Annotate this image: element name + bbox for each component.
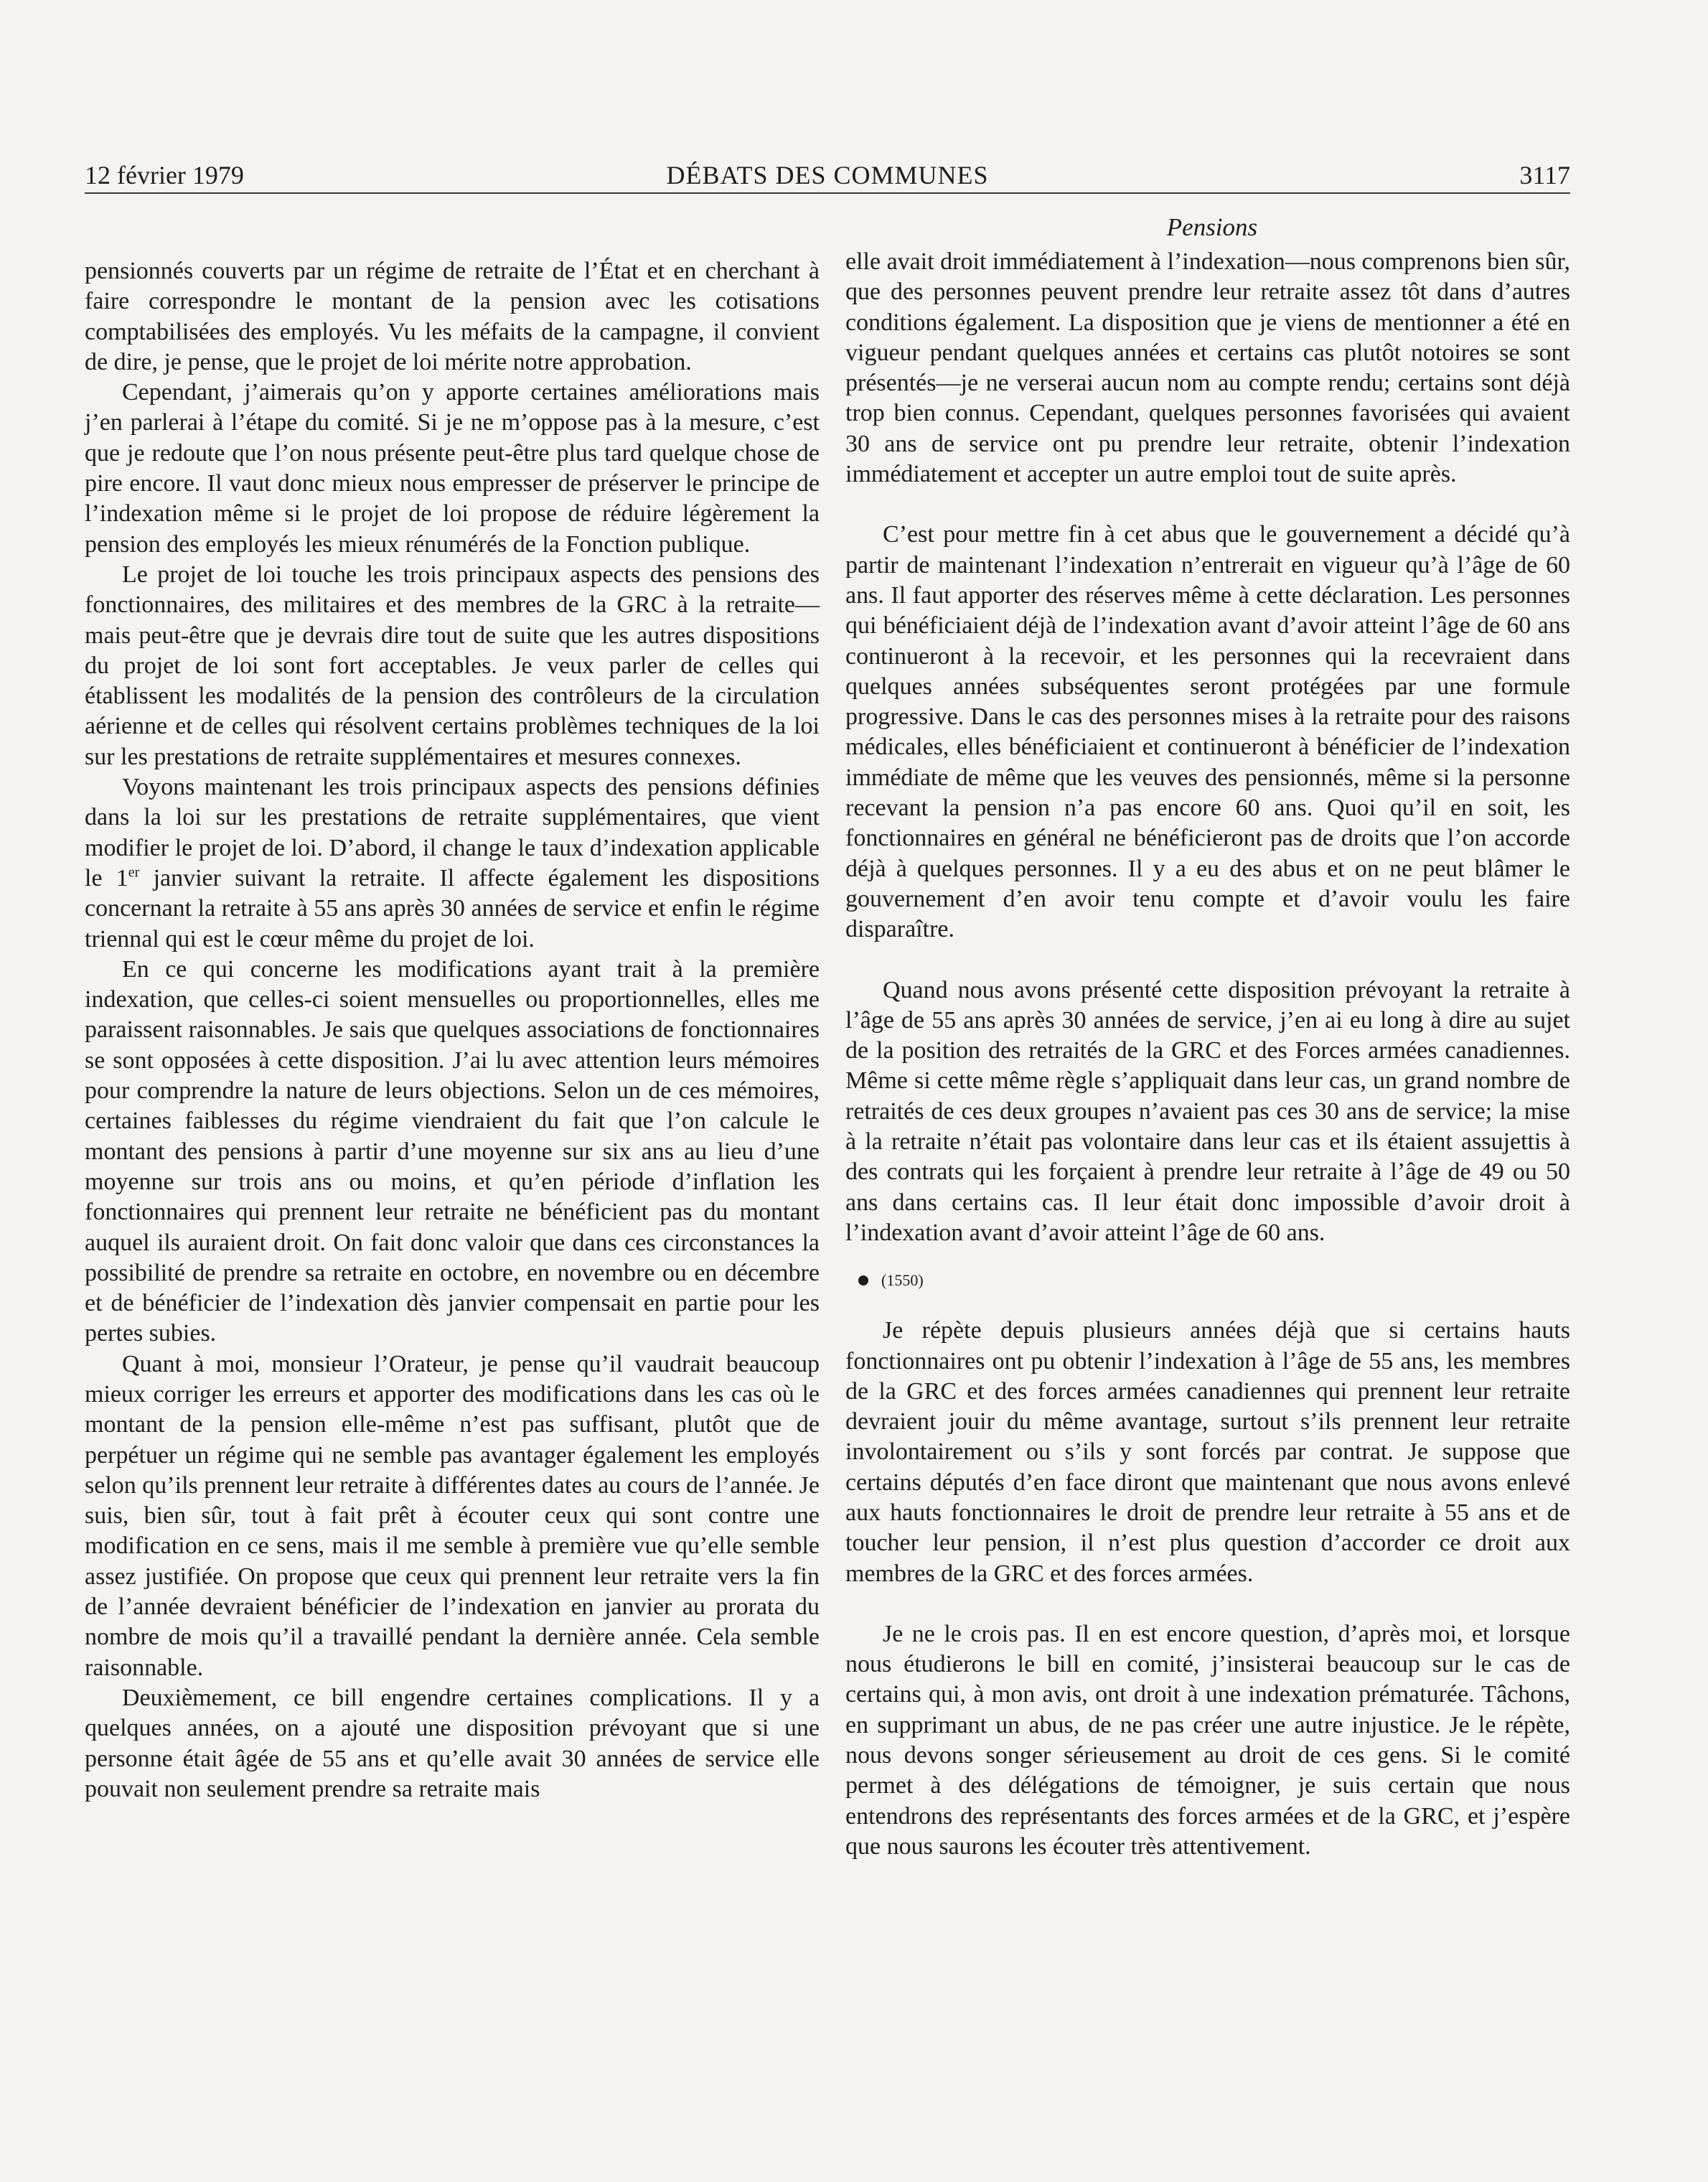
subject-heading: Pensions	[1166, 213, 1258, 241]
paragraph: Cependant, j’aimerais qu’on y apporte certaines améliorations mais j’en parlerai à l’étape du comité. Si je ne m’oppose pas à la mesure, c’est que je redoute que l’on nous présente peut-être plus tard quelque chose de pire encore. Il vaut donc mieux nous empresser de préserver le principe de l’indexation même si le projet de loi propose de réduire légèrement la pension des employés les mieux rénumérés de la Fonction publique.	[85, 379, 820, 558]
superscript: er	[128, 864, 140, 881]
paragraph-text: janvier suivant la retraite. Il affecte également les dispositions concernant la retraite à 55 ans après 30 années de service et enfin le régime triennal qui est le cœur même du projet de loi.	[85, 864, 820, 952]
time-marker-label: (1550)	[881, 1271, 924, 1290]
left-column	[85, 256, 820, 1804]
header-date: 12 février 1979	[85, 161, 244, 189]
paragraph: Le projet de loi touche les trois principaux aspects des pensions des fonctionnaires, des militaires et des membres de la GRC à la retraite—mais peut-être que je devrais dire tout de suite que les autres dispositions du projet de loi sont fort acceptables. Je veux parler de celles qui établissent les modalités de la pension des contrôleurs de la circulation aérienne et de celles qui résolvent certains problèmes techniques de la loi sur les prestations de retraite supplémentaires et mesures connexes.	[85, 561, 820, 770]
paragraph: Je répète depuis plusieurs années déjà que si certains hauts fonctionnaires ont pu obtenir l’indexation à l’âge de 55 ans, les membres de la GRC et des forces armées canadiennes qui prennent leur retraite devraient jouir du même avantage, surtout s’ils prennent leur retraite involontairement ou s’ils y sont forcés par contrat. Je suppose que certains députés d’en face diront que maintenant que nous avons enlevé aux hauts fonctionnaires le droit de prendre leur retraite à 55 ans et de toucher leur pension, il n’est plus question d’accorder ce droit aux membres de la GRC et des forces armées.	[845, 1317, 1570, 1587]
paragraph: pensionnés couverts par un régime de retraite de l’État et en cherchant à faire correspondre le montant de la pension avec les cotisations comptabilisées des employés. Vu les méfaits de la campagne, il convient de dire, je pense, que le projet de loi mérite notre approbation.	[85, 258, 820, 375]
paragraph: Quand nous avons présenté cette disposition prévoyant la retraite à l’âge de 55 ans après 30 années de service, j’en ai eu long à dire au sujet de la position des retraités de la GRC et des Forces armées canadiennes. Même si cette même règle s’appliquait dans leur cas, un grand nombre de retraités de ces deux groupes n’avaient pas ces 30 ans de service; la mise à la retraite n’était pas volontaire dans leur cas et ils étaient assujettis à des contrats qui les forçaient à prendre leur retraite à l’âge de 49 ou 50 ans dans certains cas. Il leur était donc impossible d’avoir droit à l’indexation avant d’avoir atteint l’âge de 60 ans.	[845, 976, 1570, 1246]
header-publication-title: DÉBATS DES COMMUNES	[666, 161, 989, 189]
header-page-number: 3117	[1519, 161, 1570, 189]
paragraph: Quant à moi, monsieur l’Orateur, je pense qu’il vaudrait beaucoup mieux corriger les erreurs et apporter des modifications dans les cas où le montant de la pension elle-même n’est pas suffisant, plutôt que de perpétuer un régime qui ne semble pas avantager également les employés selon qu’ils prennent leur retraite à différentes dates au cours de l’année. Je suis, bien sûr, tout à fait prêt à écouter ceux qui sont contre une modification en ce sens, mais il me semble à première vue qu’elle semble assez justifiée. On propose que ceux qui prennent leur retraite vers la fin de l’année devraient bénéficier de l’indexation en janvier au prorata du nombre de mois qu’il a travaillé pendant la dernière année. Cela semble raisonnable.	[85, 1350, 820, 1681]
paragraph: Deuxièmement, ce bill engendre certaines complications. Il y a quelques années, on a ajouté une disposition prévoyant que si une personne était âgée de 55 ans et qu’elle avait 30 années de service elle pouvait non seulement prendre sa retraite mais	[85, 1684, 820, 1802]
paragraph: En ce qui concerne les modifications ayant trait à la première indexation, que celles-ci soient mensuelles ou proportionnelles, elles me paraissent raisonnables. Je sais que quelques associations de fonctionnaires se sont opposées à cette disposition. J’ai lu avec attention leurs mémoires pour comprendre la nature de leurs objections. Selon un de ces mémoires, certaines faiblesses du régime viendraient du fait que l’on calcule le montant des pensions à partir d’une moyenne sur six ans au lieu d’une moyenne sur trois ans ou moins, et qu’en période d’inflation les fonctionnaires qui prennent leur retraite ne bénéficient pas du montant auquel ils auraient droit. On fait donc valoir que dans ces circonstances la possibilité de prendre sa retraite en octobre, en novembre ou en décembre et de bénéficier de l’indexation dès janvier compensait en partie pour les pertes subies.	[85, 955, 820, 1347]
paragraph	[85, 772, 820, 955]
page-header	[85, 159, 1570, 194]
bullet-dot-icon	[858, 1275, 868, 1286]
paragraph: elle avait droit immédiatement à l’indexation—nous comprenons bien sûr, que des personnes peuvent prendre leur retraite assez tôt dans d’autres conditions également. La disposition que je viens de mentionner a été en vigueur pendant quelques années et certains cas plutôt notoires se sont présentés—je ne verserai aucun nom au compte rendu; certains sont déjà trop bien connus. Cependant, quelques personnes favorisées qui avaient 30 ans de service ont pu prendre leur retraite, obtenir l’indexation immédiatement et accepter un autre emploi tout de suite après.	[845, 248, 1570, 488]
right-column	[845, 247, 1570, 1862]
time-marker	[858, 1270, 1570, 1291]
paragraph: C’est pour mettre fin à cet abus que le gouvernement a décidé qu’à partir de maintenant l’indexation n’entrerait en vigueur qu’à l’âge de 60 ans. Il faut apporter des réserves même à cette déclaration. Les personnes qui bénéficiaient déjà de l’indexation avant d’avoir atteint l’âge de 60 ans continueront à la recevoir, et les personnes qui la recevraient dans quelques années subséquentes seront protégées par une formule progressive. Dans le cas des personnes mises à la retraite pour des raisons médicales, elles bénéficiaient et continueront à bénéficier de l’indexation immédiate de même que les veuves des pensionnés, même si la personne recevant la pension n’a pas encore 60 ans. Quoi qu’il en soit, les fonctionnaires en général ne bénéficieront pas de droits que l’on accorde déjà à quelques personnes. Il y a eu des abus et on ne peut blâmer le gouvernement d’en avoir tenu compte et d’avoir voulu les faire disparaître.	[845, 521, 1570, 943]
paragraph-text: Voyons maintenant les trois principaux aspects des pensions définies dans la loi sur les prestations de retraite supplémentaires, que vient modifier le projet de loi. D’abord, il change le taux d’indexation applicable le 1	[85, 774, 820, 891]
paragraph: Je ne le crois pas. Il en est encore question, d’après moi, et lorsque nous étudierons le bill en comité, j’insisterai beaucoup sur le cas de certains qui, à mon avis, ont droit à une indexation prématurée. Tâchons, en supprimant un abus, de ne pas créer une autre injustice. Je le répète, nous devons songer sérieusement au droit de ces gens. Si le comité permet à des délégations de témoigner, je suis certain que nous entendrons des représentants des forces armées et de la GRC, et j’espère que nous saurons les écouter très attentivement.	[845, 1620, 1570, 1860]
